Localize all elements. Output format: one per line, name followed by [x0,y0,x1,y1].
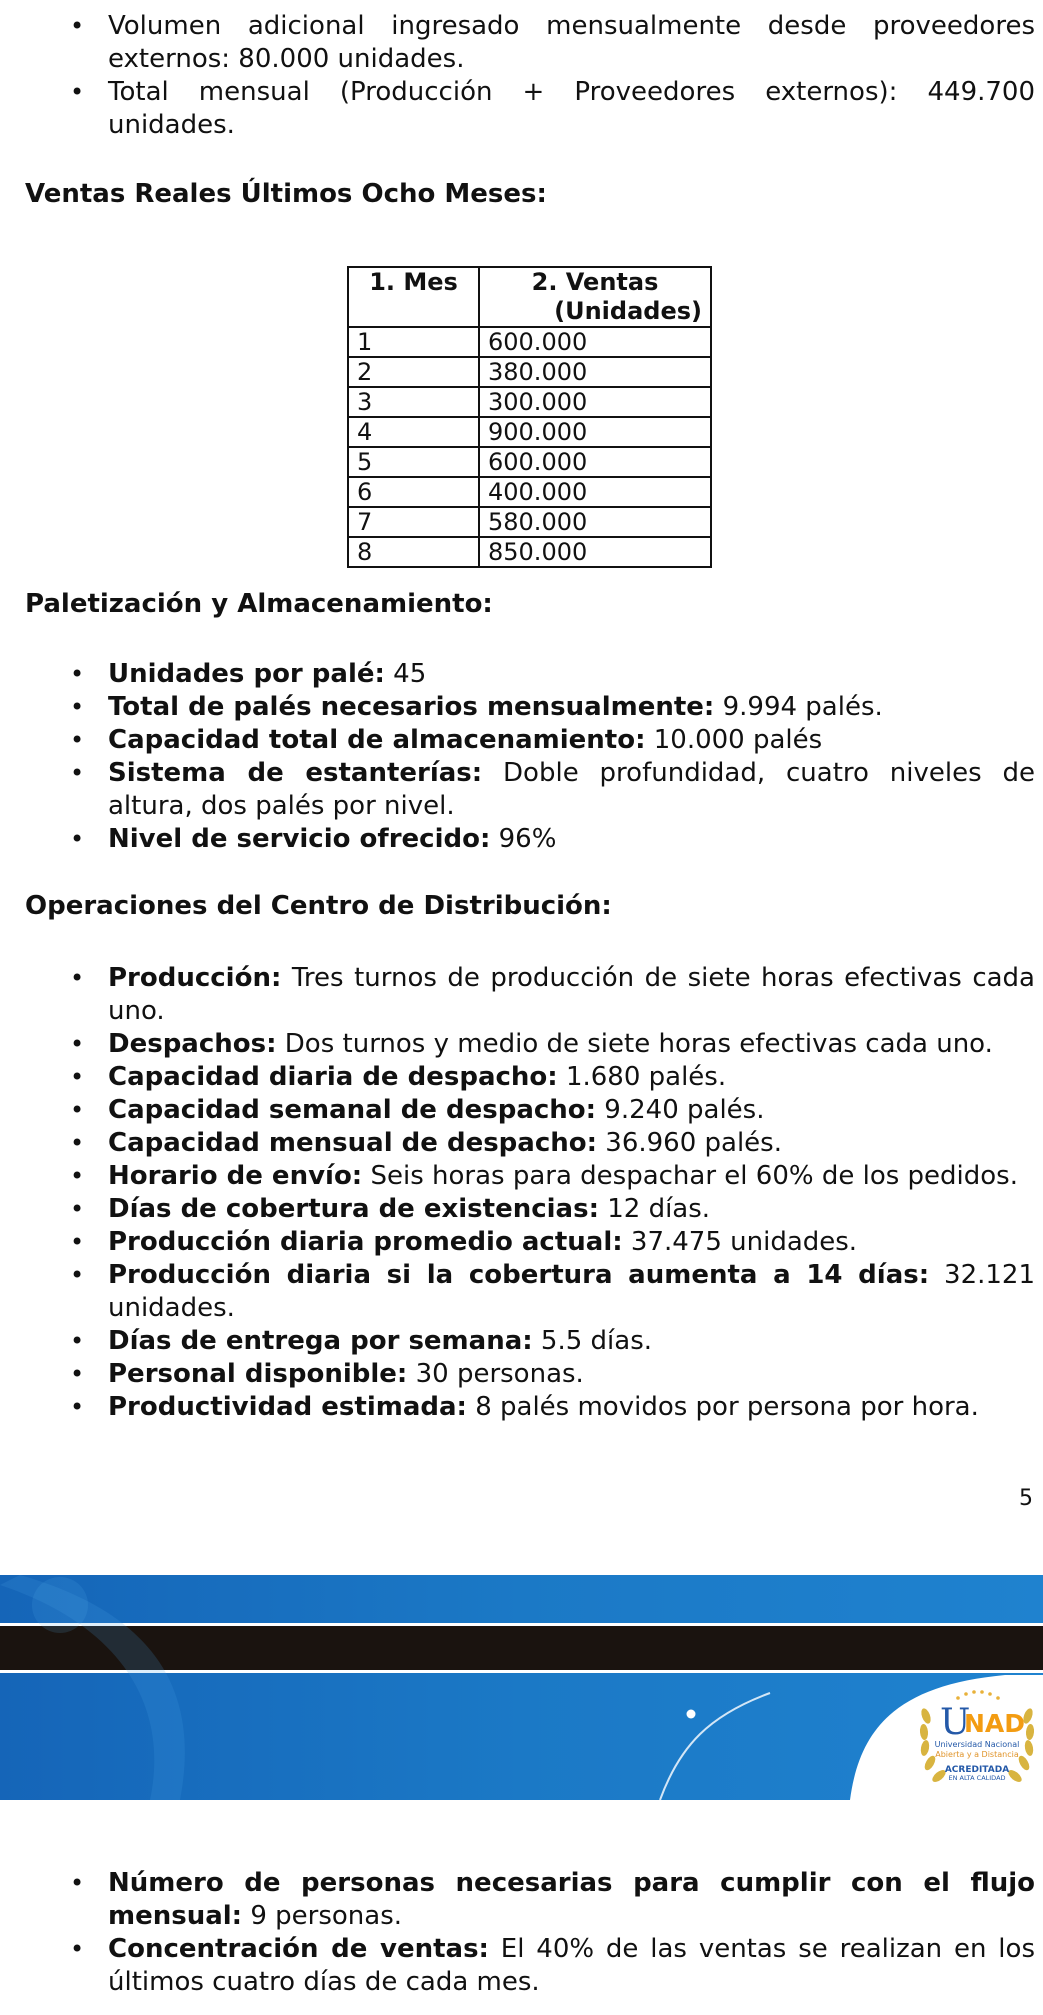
bullet-icon: • [70,660,85,688]
list-item: • Concentración de ventas: El 40% de las ventas se realizan en los últimos cuatro días de cada mes. [70,1934,1035,1997]
table-cell-month: 8 [348,537,479,567]
footer-banner [0,1575,1043,1800]
bullet-icon: • [70,1228,85,1256]
logo-brand-nad: NAD [964,1709,1026,1738]
table-header-row [348,267,711,327]
table-row [348,537,711,567]
table-header-sales: 2. Ventas (Unidades) [479,267,711,327]
bullet-icon: • [70,1129,85,1157]
unad-logo [918,1686,1036,1796]
list-item: • Producción diaria promedio actual: 37.475 unidades. [70,1227,858,1257]
list-item: • Número de personas necesarias para cumplir con el flujo mensual: 9 personas. [70,1868,1035,1931]
table-row [348,387,711,417]
banner-top-stripe [0,1575,1043,1623]
bullet-icon: • [70,1063,85,1091]
page-number: 5 [1019,1486,1033,1511]
table-row [348,357,711,387]
bullet-icon: • [70,1360,85,1388]
table-cell-month: 5 [348,447,479,477]
list-item: • Horario de envío: Seis horas para despachar el 60% de los pedidos. [70,1161,1018,1191]
bullet-icon: • [70,825,85,853]
table-header-month: 1. Mes [348,267,479,327]
logo-badge-line1: ACREDITADA [944,1765,1010,1775]
table-cell-sales: 600.000 [479,327,711,357]
bullet-icon: • [70,759,85,787]
table-row [348,477,711,507]
logo-badge-line2: EN ALTA CALIDAD [948,1774,1006,1782]
table-cell-sales: 380.000 [479,357,711,387]
table-cell-month: 4 [348,417,479,447]
pallet-section-heading: Paletización y Almacenamiento: [25,589,493,619]
table-cell-month: 1 [348,327,479,357]
table-cell-month: 3 [348,387,479,417]
table-cell-month: 2 [348,357,479,387]
logo-name-line1: Universidad Nacional [934,1740,1020,1749]
ops-bullet-list [70,962,1035,1424]
bullet-icon: • [70,964,85,992]
list-item: • Días de cobertura de existencias: 12 días. [70,1194,711,1224]
bullet-icon: • [70,1935,85,1963]
table-row [348,417,711,447]
table-cell-sales: 600.000 [479,447,711,477]
ops-section-heading: Operaciones del Centro de Distribución: [25,891,612,921]
list-item: • Producción: Tres turnos de producción de siete horas efectivas cada uno. [70,963,1035,1026]
list-item: • Capacidad diaria de despacho: 1.680 palés. [70,1062,727,1092]
table-cell-month: 6 [348,477,479,507]
bullet-icon: • [70,726,85,754]
table-cell-month: 7 [348,507,479,537]
list-item: • Capacidad total de almacenamiento: 10.000 palés [70,725,823,755]
list-item: • Volumen adicional ingresado mensualmente desde proveedores externos: 80.000 unidades. [70,11,1035,74]
bullet-icon: • [70,1096,85,1124]
bullet-icon: • [70,1261,85,1289]
list-item: • Capacidad mensual de despacho: 36.960 palés. [70,1128,782,1158]
list-item: • Unidades por palé: 45 [70,659,427,689]
bullet-icon: • [70,1195,85,1223]
bullet-icon: • [70,78,85,106]
list-item: • Productividad estimada: 8 palés movidos por persona por hora. [70,1392,979,1422]
table-cell-sales: 300.000 [479,387,711,417]
table-row [348,327,711,357]
table-cell-sales: 580.000 [479,507,711,537]
logo-brand-u: U [940,1702,971,1743]
banner-dot [687,1710,696,1719]
top-bullet-list [70,10,1035,142]
table-cell-sales: 400.000 [479,477,711,507]
list-item: • Total mensual (Producción + Proveedores externos): 449.700 unidades. [70,77,1035,140]
bullet-icon: • [70,1162,85,1190]
sales-section-heading: Ventas Reales Últimos Ocho Meses: [25,179,547,209]
list-item: • Despachos: Dos turnos y medio de siete horas efectivas cada uno. [70,1029,993,1059]
sales-table [347,266,712,568]
table-row [348,447,711,477]
table-row [348,507,711,537]
next-page-bullet-list [70,1867,1035,1999]
list-item: • Total de palés necesarios mensualmente: 9.994 palés. [70,692,883,722]
list-item: • Personal disponible: 30 personas. [70,1359,584,1389]
list-item: • Producción diaria si la cobertura aumenta a 14 días: 32.121 unidades. [70,1260,1036,1323]
stars-arc-icon [956,1690,1000,1700]
logo-name-line2: Abierta y a Distancia [935,1750,1019,1759]
table-cell-sales: 900.000 [479,417,711,447]
table-cell-sales: 850.000 [479,537,711,567]
pallet-bullet-list [70,658,1035,856]
list-item: • Sistema de estanterías: Doble profundidad, cuatro niveles de altura, dos palés por nivel. [70,758,1035,821]
list-item: • Capacidad semanal de despacho: 9.240 palés. [70,1095,765,1125]
bullet-icon: • [70,1393,85,1421]
bullet-icon: • [70,12,85,40]
bullet-icon: • [70,1869,85,1897]
banner-top-white-line [0,1623,1043,1626]
banner-watermark-circle [32,1577,88,1633]
list-item: • Nivel de servicio ofrecido: 96% [70,824,557,854]
bullet-icon: • [70,693,85,721]
list-item: • Días de entrega por semana: 5.5 días. [70,1326,653,1356]
bullet-icon: • [70,1327,85,1355]
bullet-icon: • [70,1030,85,1058]
